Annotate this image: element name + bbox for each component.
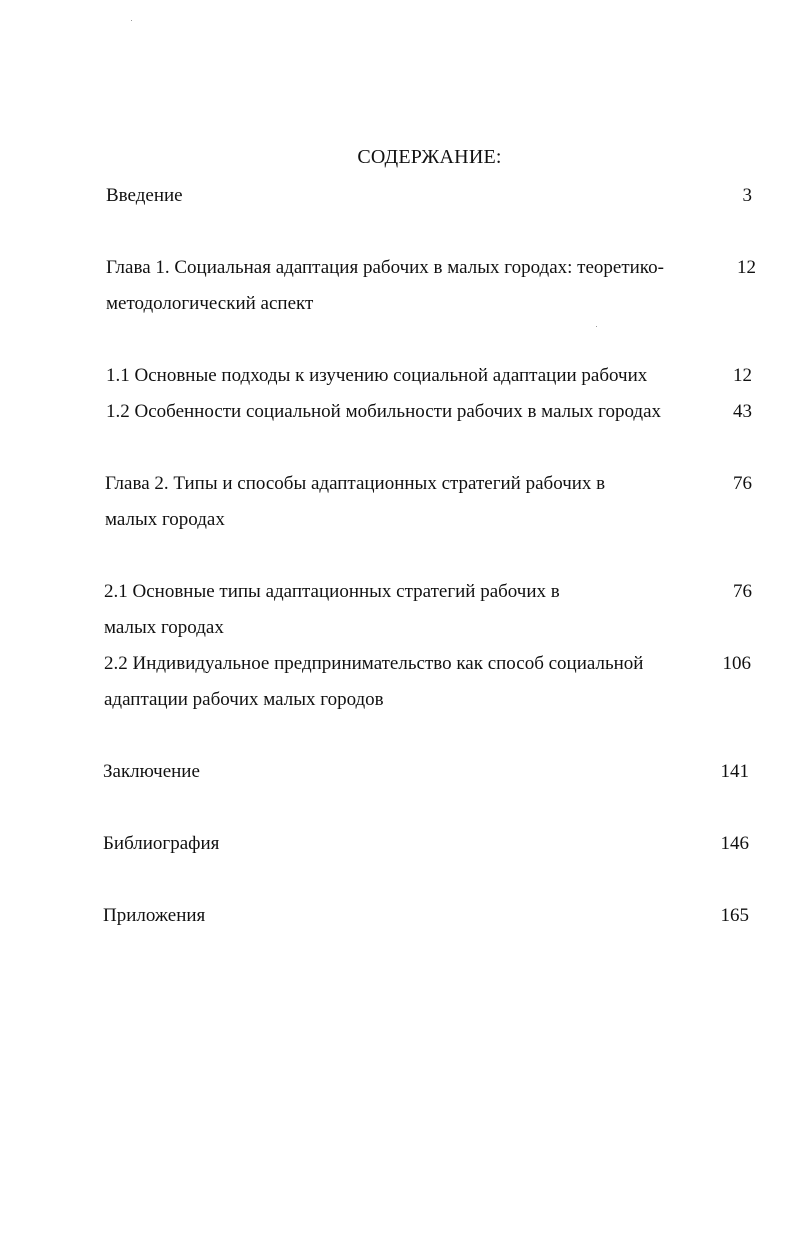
toc-entry-chapter-2: Глава 2. Типы и способы адаптационных стратегий рабочих в: [105, 473, 606, 494]
toc-page-appendices: 165: [720, 905, 749, 926]
toc-entry-chapter-2-cont: малых городах: [105, 509, 225, 530]
toc-page-chapter-2: 76: [733, 473, 752, 494]
toc-entry-section-2-1-cont: малых городах: [104, 617, 224, 638]
toc-entry-section-1-2: 1.2 Особенности социальной мобильности рабочих в малых городах: [106, 401, 662, 422]
toc-page-section-2-2: 106: [722, 653, 751, 674]
toc-entry-section-2-2: 2.2 Индивидуальное предпринимательство как способ социальной: [104, 653, 644, 674]
scan-speck: [131, 20, 132, 21]
toc-title: СОДЕРЖАНИЕ:: [357, 146, 502, 168]
toc-entry-section-1-1: 1.1 Основные подходы к изучению социальной адаптации рабочих: [106, 365, 648, 386]
toc-entry-appendices: Приложения: [103, 905, 206, 926]
scan-speck: [596, 326, 597, 327]
toc-entry-section-2-2-cont: адаптации рабочих малых городов: [104, 689, 384, 710]
toc-entry-conclusion: Заключение: [103, 761, 200, 782]
toc-entry-chapter-1: Глава 1. Социальная адаптация рабочих в малых городах: теоретико-: [106, 257, 664, 278]
toc-page-section-1-1: 12: [733, 365, 752, 386]
toc-entry-introduction: Введение: [106, 185, 183, 206]
toc-page-conclusion: 141: [720, 761, 749, 782]
toc-entry-chapter-1-cont: методологический аспект: [106, 293, 314, 314]
toc-page-chapter-1: 12: [737, 257, 756, 278]
toc-page-introduction: 3: [742, 185, 752, 206]
toc-page-section-2-1: 76: [733, 581, 752, 602]
toc-page-bibliography: 146: [720, 833, 749, 854]
toc-entry-bibliography: Библиография: [103, 833, 220, 854]
toc-page-section-1-2: 43: [733, 401, 752, 422]
toc-entry-section-2-1: 2.1 Основные типы адаптационных стратегий рабочих в: [104, 581, 560, 602]
